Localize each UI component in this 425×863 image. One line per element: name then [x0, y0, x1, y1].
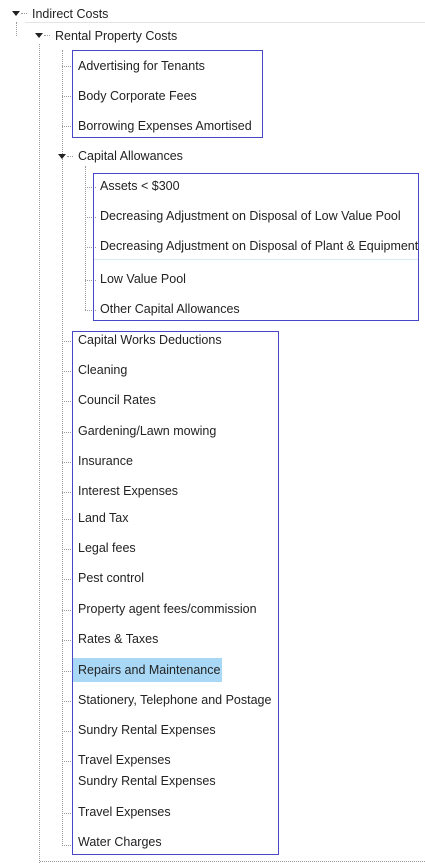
- highlight-box: [72, 50, 263, 138]
- tree-item-low-value-pool[interactable]: Low Value Pool: [100, 272, 186, 286]
- tree-guide-line: [39, 44, 40, 863]
- tree-item-interest-expenses[interactable]: Interest Expenses: [78, 484, 179, 498]
- connector: [67, 156, 73, 157]
- caret-down-icon[interactable]: [58, 154, 66, 159]
- tree-item-water-charges[interactable]: Water Charges: [78, 835, 162, 849]
- tree-node-indirect-costs[interactable]: Indirect Costs: [32, 7, 109, 21]
- tree-item-council-rates[interactable]: Council Rates: [78, 393, 156, 407]
- tree-item-rates-taxes[interactable]: Rates & Taxes: [78, 632, 159, 646]
- caret-down-icon[interactable]: [12, 11, 20, 16]
- tree-item-body-corporate-fees[interactable]: Body Corporate Fees: [78, 89, 197, 103]
- tree-item-legal-fees[interactable]: Legal fees: [78, 541, 136, 555]
- tree-item-stationery-telephone-postage[interactable]: Stationery, Telephone and Postage: [78, 693, 272, 707]
- tree-item-advertising-for-tenants[interactable]: Advertising for Tenants: [78, 59, 205, 73]
- tree-item-pest-control[interactable]: Pest control: [78, 571, 145, 585]
- tree-item-assets-under-300[interactable]: Assets < $300: [100, 179, 180, 193]
- tree-node-rental-property-costs[interactable]: Rental Property Costs: [55, 29, 178, 43]
- highlight-box: [93, 173, 419, 321]
- tree-item-travel-expenses[interactable]: Travel Expenses: [78, 753, 171, 767]
- bottom-divider: [40, 861, 425, 862]
- tree-item-cleaning[interactable]: Cleaning: [78, 363, 128, 377]
- tree-item-land-tax[interactable]: Land Tax: [78, 511, 129, 525]
- tree-item-gardening-lawn-mowing[interactable]: Gardening/Lawn mowing: [78, 424, 217, 438]
- tree-guide-line: [16, 22, 17, 36]
- tree-item-sundry-rental-expenses[interactable]: Sundry Rental Expenses: [78, 774, 216, 788]
- caret-down-icon[interactable]: [35, 33, 43, 38]
- tree-item-other-capital-allowances[interactable]: Other Capital Allowances: [100, 302, 240, 316]
- tree-item-capital-works-deductions[interactable]: Capital Works Deductions: [78, 333, 222, 347]
- top-divider: [25, 22, 425, 23]
- tree-item-repairs-and-maintenance[interactable]: Repairs and Maintenance: [78, 663, 221, 677]
- tree-item-borrowing-expenses-amortised[interactable]: Borrowing Expenses Amortised: [78, 119, 252, 133]
- tree-item-property-agent-fees[interactable]: Property agent fees/commission: [78, 602, 257, 616]
- highlight-box: [72, 331, 279, 855]
- tree-node-capital-allowances[interactable]: Capital Allowances: [78, 149, 183, 163]
- tree-item-insurance[interactable]: Insurance: [78, 454, 133, 468]
- tree-item-sundry-rental-expenses[interactable]: Sundry Rental Expenses: [78, 723, 216, 737]
- connector: [44, 35, 50, 36]
- tree-item-decreasing-adjustment-low-value-pool[interactable]: Decreasing Adjustment on Disposal of Low Value Pool: [100, 209, 401, 223]
- connector: [21, 13, 27, 14]
- tree-item-decreasing-adjustment-plant-equipment[interactable]: Decreasing Adjustment on Disposal of Plant & Equipment: [100, 239, 419, 253]
- tree-guide-line: [62, 50, 63, 846]
- tree-item-travel-expenses[interactable]: Travel Expenses: [78, 805, 171, 819]
